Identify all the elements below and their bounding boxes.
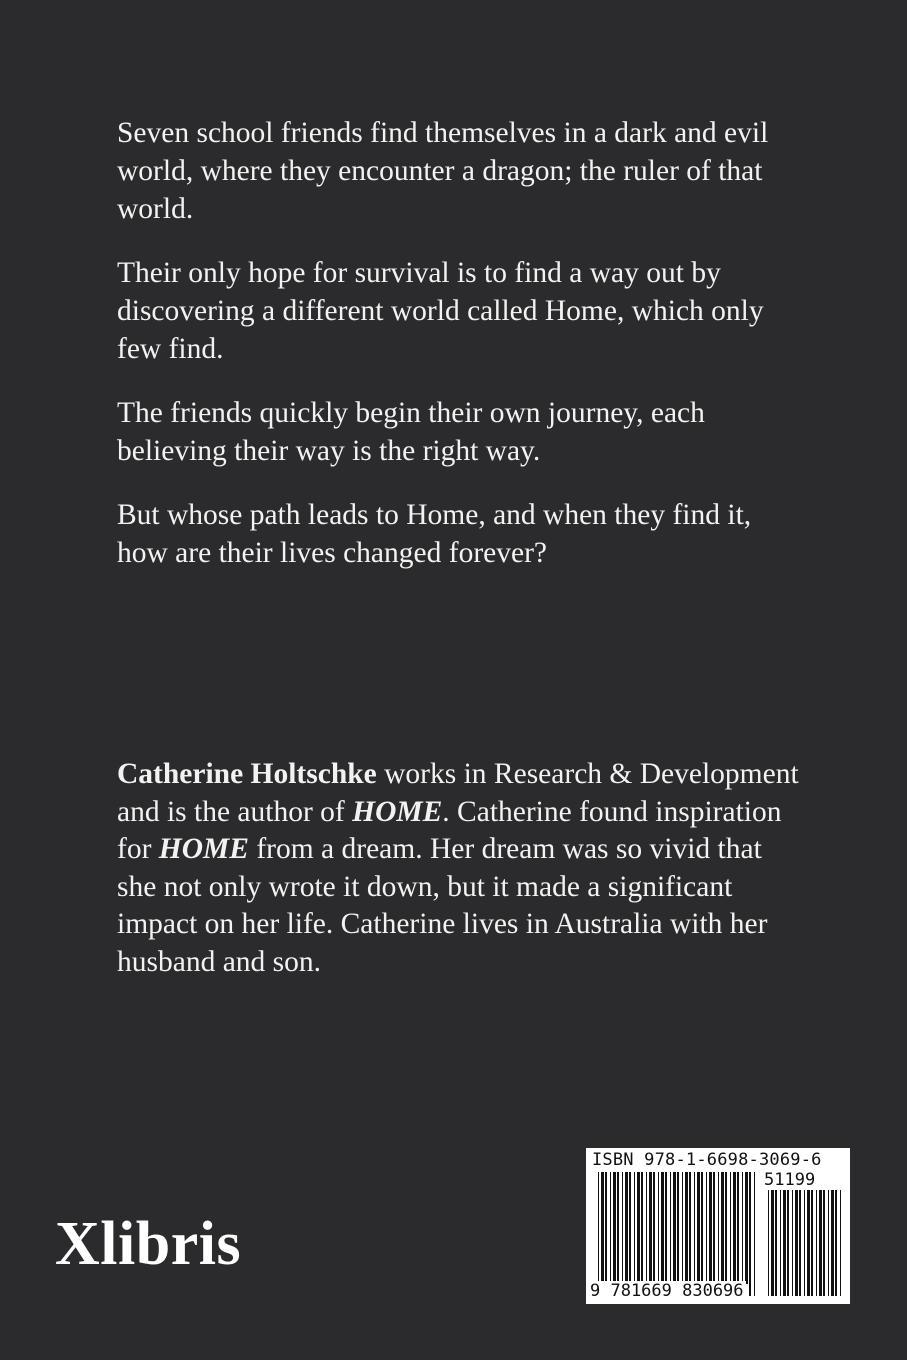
blurb-paragraph-3: The friends quickly begin their own journey, each believing their way is the right way. bbox=[117, 397, 705, 467]
barcode-bar bbox=[807, 1190, 810, 1296]
barcode-bar bbox=[670, 1172, 671, 1284]
barcode-bar bbox=[823, 1190, 825, 1296]
barcode-bar bbox=[661, 1172, 664, 1284]
barcode-bar bbox=[742, 1172, 743, 1284]
ean-digits: 9 781669 830696 bbox=[590, 1281, 744, 1301]
barcode-bar bbox=[835, 1190, 837, 1296]
barcode-bar bbox=[641, 1172, 643, 1284]
back-cover-blurb bbox=[117, 114, 807, 598]
barcode-bar bbox=[787, 1190, 789, 1296]
barcode-bar bbox=[646, 1172, 647, 1284]
addon-digits: 51199 bbox=[764, 1170, 816, 1190]
barcode-bar bbox=[673, 1172, 676, 1284]
barcode-bar bbox=[771, 1190, 774, 1296]
barcode-bar bbox=[775, 1190, 777, 1296]
barcode-bar bbox=[625, 1172, 628, 1284]
bio-text-2: . Catherine found inspiration for bbox=[117, 795, 782, 865]
barcode-bar bbox=[725, 1172, 727, 1284]
barcode-bar bbox=[799, 1190, 801, 1296]
barcode-bar bbox=[828, 1190, 829, 1296]
barcode-bar bbox=[795, 1190, 798, 1296]
barcode-bar bbox=[718, 1172, 719, 1284]
barcode-bar bbox=[737, 1172, 739, 1284]
ean-bars bbox=[598, 1172, 755, 1296]
barcode-bar bbox=[780, 1190, 781, 1296]
addon-bars bbox=[768, 1190, 841, 1296]
barcode-bar bbox=[721, 1172, 724, 1284]
bio-text-3: from a dream. Her dream was so vivid that she not only wrote it down, but it made a significant impact on her life. Catherine lives in Australia with her husband and son. bbox=[117, 833, 768, 978]
barcode-bar bbox=[694, 1172, 695, 1284]
isbn-barcode bbox=[586, 1148, 850, 1304]
author-name: Catherine Holtschke bbox=[117, 758, 377, 790]
barcode-bar bbox=[831, 1190, 834, 1296]
barcode-bar bbox=[622, 1172, 623, 1284]
barcode-bar bbox=[816, 1190, 817, 1296]
barcode-bar bbox=[613, 1172, 616, 1284]
barcode-bar bbox=[768, 1190, 769, 1296]
barcode-bar bbox=[811, 1190, 813, 1296]
barcode-bar bbox=[649, 1172, 652, 1284]
barcode-bar bbox=[598, 1172, 599, 1296]
barcode-bar bbox=[749, 1172, 751, 1296]
barcode-bar bbox=[697, 1172, 700, 1284]
barcode-bar bbox=[605, 1172, 607, 1284]
book-title-2: HOME bbox=[158, 833, 249, 865]
barcode-bar bbox=[629, 1172, 631, 1284]
isbn-label: ISBN 978-1-6698-3069-6 bbox=[592, 1150, 822, 1170]
blurb-paragraph-2: Their only hope for survival is to find a way out by discovering a different world called Home, which only few find. bbox=[117, 257, 764, 365]
publisher-logo: Xlibris bbox=[55, 1210, 242, 1278]
barcode-bar bbox=[804, 1190, 805, 1296]
barcode-bar bbox=[713, 1172, 715, 1284]
barcode-bar bbox=[610, 1172, 611, 1284]
blurb-paragraph-4: But whose path leads to Home, and when they find it, how are their lives changed forever? bbox=[117, 499, 752, 569]
barcode-bar bbox=[840, 1190, 841, 1296]
barcode-bar bbox=[682, 1172, 683, 1284]
barcode-bar bbox=[706, 1172, 707, 1284]
barcode-bar bbox=[733, 1172, 736, 1284]
barcode-bar bbox=[709, 1172, 712, 1284]
bio-text-1: works in Research & Development and is the author of bbox=[117, 758, 799, 828]
barcode-bar bbox=[689, 1172, 691, 1284]
barcode-bar bbox=[634, 1172, 635, 1284]
barcode-bar bbox=[745, 1172, 748, 1284]
barcode-bar bbox=[653, 1172, 655, 1284]
barcode-bar bbox=[792, 1190, 793, 1296]
barcode-bar bbox=[754, 1172, 755, 1296]
barcode-bar bbox=[617, 1172, 619, 1284]
barcode-bar bbox=[677, 1172, 679, 1296]
author-bio bbox=[117, 756, 807, 981]
barcode-bar bbox=[685, 1172, 688, 1284]
barcode-bar bbox=[637, 1172, 640, 1284]
barcode-bar bbox=[601, 1172, 604, 1296]
barcode-bar bbox=[701, 1172, 703, 1284]
barcode-bar bbox=[730, 1172, 731, 1284]
barcode-bar bbox=[658, 1172, 659, 1284]
book-title-1: HOME bbox=[352, 795, 443, 828]
barcode-bar bbox=[819, 1190, 822, 1296]
barcode-bar bbox=[665, 1172, 667, 1284]
blurb-paragraph-1: Seven school friends find themselves in a dark and evil world, where they encounter a dragon; the ruler of that world. bbox=[117, 117, 769, 225]
barcode-bar bbox=[783, 1190, 786, 1296]
